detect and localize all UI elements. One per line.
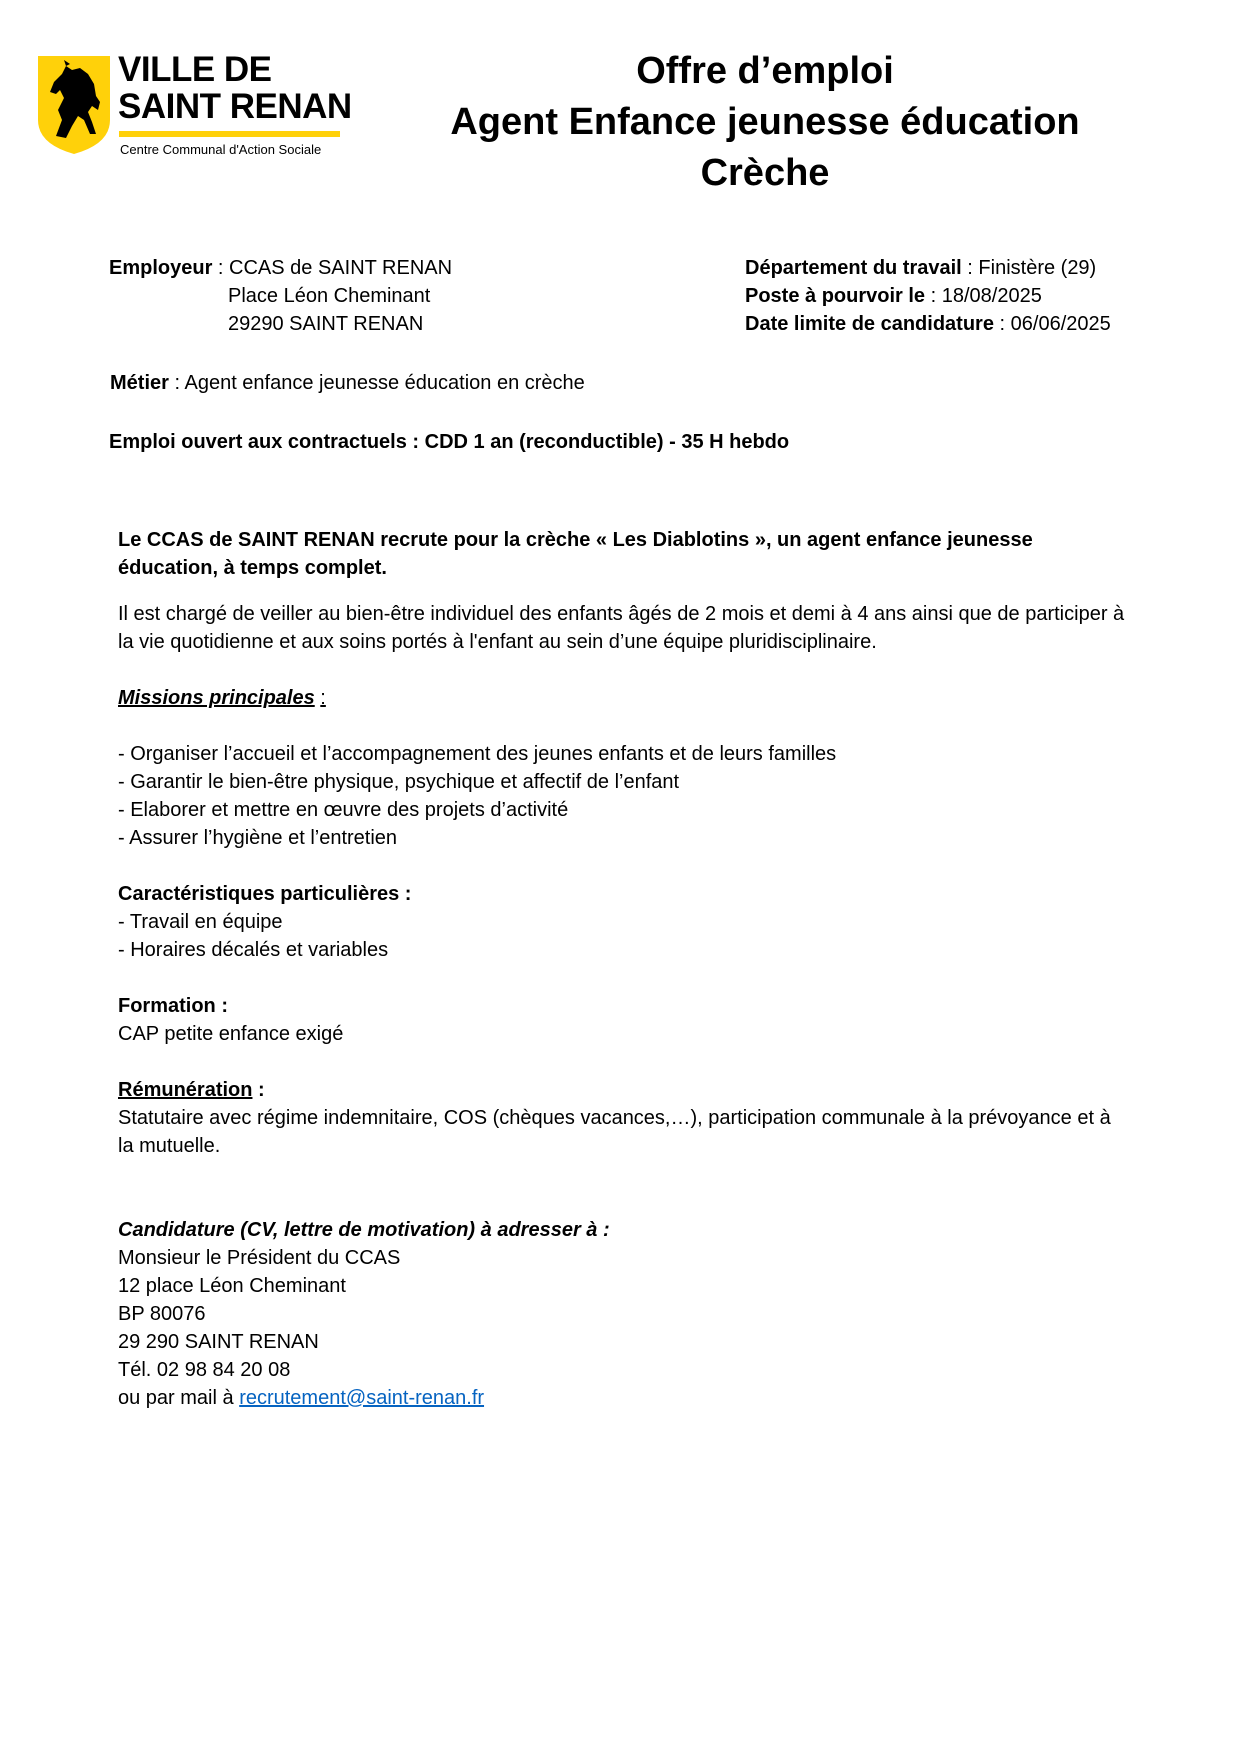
intro-bold-paragraph: Le CCAS de SAINT RENAN recrute pour la crèche « Les Diablotins », un agent enfance jeunesse éducation, à temps complet. xyxy=(118,529,1033,579)
caracteristiques-section xyxy=(118,880,411,964)
remuneration-text: Statutaire avec régime indemnitaire, COS (chèques vacances,…), participation communale à la prévoyance et à la mutuelle. xyxy=(118,1107,1111,1157)
metier-label: Métier xyxy=(110,372,169,394)
address-line: Monsieur le Président du CCAS xyxy=(118,1247,401,1269)
phone-line: Tél. 02 98 84 20 08 xyxy=(118,1359,291,1381)
list-item: - Travail en équipe xyxy=(118,911,283,933)
title-line-3: Crèche xyxy=(700,152,830,194)
departement-label: Département du travail xyxy=(745,257,962,279)
departement-row: Département du travail : Finistère (29) xyxy=(745,257,1097,279)
list-item: - Elaborer et mettre en œuvre des projets d’activité xyxy=(118,799,569,821)
poste-value: 18/08/2025 xyxy=(941,285,1042,307)
employer-address-city: 29290 SAINT RENAN xyxy=(228,313,424,335)
poste-label: Poste à pourvoir le xyxy=(745,285,926,307)
employer-name: CCAS de SAINT RENAN xyxy=(229,257,453,279)
remuneration-heading: Rémunération xyxy=(118,1079,253,1101)
list-item: - Assurer l’hygiène et l’entretien xyxy=(118,827,398,849)
logo-text-line1: VILLE DE xyxy=(118,50,272,89)
missions-heading: Missions principales xyxy=(118,687,315,709)
departement-value: Finistère (29) xyxy=(978,257,1097,279)
horse-shield-icon xyxy=(36,54,112,156)
contract-line: Emploi ouvert aux contractuels : CDD 1 an (reconductible) - 35 H hebdo xyxy=(109,431,790,453)
employer-label: Employeur xyxy=(109,257,213,279)
missions-list xyxy=(118,740,836,852)
logo-text-line2: SAINT RENAN xyxy=(118,87,352,126)
candidature-address xyxy=(118,1244,484,1412)
missions-heading-row: Missions principales : xyxy=(118,687,326,709)
caracteristiques-heading: Caractéristiques particulières : xyxy=(118,883,412,905)
formation-heading: Formation : xyxy=(118,995,228,1017)
date-limite-label: Date limite de candidature xyxy=(745,313,994,335)
logo-yellow-rule xyxy=(119,131,340,137)
logo-subtitle: Centre Communal d'Action Sociale xyxy=(120,142,322,157)
city-logo xyxy=(36,50,352,162)
date-limite-value: 06/06/2025 xyxy=(1010,313,1111,335)
poste-row: Poste à pourvoir le : 18/08/2025 xyxy=(745,285,1042,307)
mail-line xyxy=(118,1384,484,1412)
list-item: - Organiser l’accueil et l’accompagnement des jeunes enfants et de leurs familles xyxy=(118,743,837,765)
title-line-2: Agent Enfance jeunesse éducation xyxy=(450,101,1080,143)
metier-value: Agent enfance jeunesse éducation en crèche xyxy=(184,372,585,394)
address-line: 12 place Léon Cheminant xyxy=(118,1275,346,1297)
metier-row: Métier : Agent enfance jeunesse éducation en crèche xyxy=(110,372,585,394)
employer-line-1: Employeur : CCAS de SAINT RENAN xyxy=(109,257,453,279)
remuneration-heading-row: Rémunération : xyxy=(118,1079,265,1101)
formation-section xyxy=(118,992,343,1048)
list-item: - Garantir le bien-être physique, psychique et affectif de l’enfant xyxy=(118,771,680,793)
list-item: - Horaires décalés et variables xyxy=(118,939,389,961)
employer-address-street: Place Léon Cheminant xyxy=(228,285,431,307)
formation-text: CAP petite enfance exigé xyxy=(118,1023,344,1045)
address-line: 29 290 SAINT RENAN xyxy=(118,1331,319,1353)
page-title xyxy=(380,46,1150,199)
candidature-heading: Candidature (CV, lettre de motivation) à adresser à : xyxy=(118,1219,610,1241)
mail-prefix: ou par mail à xyxy=(118,1387,234,1409)
date-limite-row: Date limite de candidature : 06/06/2025 xyxy=(745,313,1111,335)
address-line: BP 80076 xyxy=(118,1303,206,1325)
title-line-1: Offre d’emploi xyxy=(636,50,894,92)
intro-paragraph: Il est chargé de veiller au bien-être individuel des enfants âgés de 2 mois et demi à 4 ans ainsi que de participer à la vie quotidienne et aux soins portés à l'enfant au sein d’une équipe pluridisciplinaire. xyxy=(118,603,1125,653)
email-link[interactable]: recrutement@saint-renan.fr xyxy=(239,1387,485,1409)
